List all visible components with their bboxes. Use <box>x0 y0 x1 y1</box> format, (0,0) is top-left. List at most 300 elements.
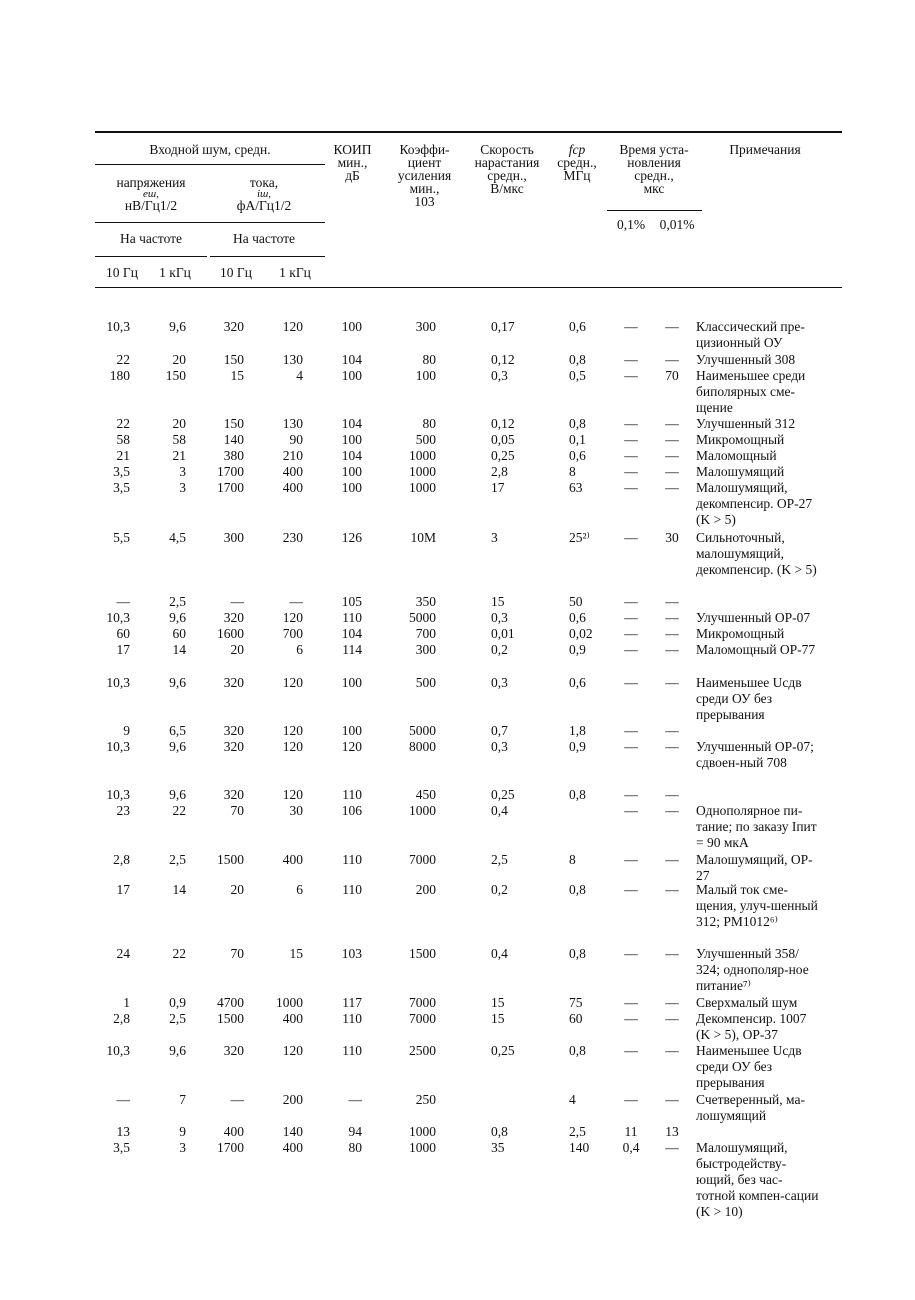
gain-line-3: усиления <box>397 168 452 183</box>
table-cell: 5000 <box>409 610 436 625</box>
table-cell: 0,25 <box>491 448 515 463</box>
table-cell: 5000 <box>409 723 436 738</box>
table-cell: 90 <box>289 432 303 447</box>
voltage-label: напряжения <box>116 175 186 190</box>
table-cell: 10,3 <box>106 787 130 802</box>
table-cell: 110 <box>342 852 362 867</box>
table-row <box>0 464 915 480</box>
table-cell: — <box>665 739 679 754</box>
current-label: тока, <box>249 175 279 190</box>
noise-title: Входной шум, средн. <box>149 142 271 157</box>
settle-line-1: Время уста- <box>619 142 689 157</box>
cmrr-line-1: КОИП <box>333 142 372 157</box>
table-row <box>0 803 915 850</box>
table-cell: 0,12 <box>491 352 515 367</box>
table-cell: 150 <box>165 368 186 383</box>
table-cell: 6,5 <box>169 723 186 738</box>
table-cell: — <box>624 626 638 641</box>
table-cell: — <box>624 416 638 431</box>
table-cell: 30 <box>665 530 679 545</box>
table-row <box>0 1140 915 1219</box>
table-cell: 0,2 <box>491 642 508 657</box>
table-cell: 9 <box>123 723 130 738</box>
header-bottom-rule <box>95 287 842 288</box>
table-cell: 10M <box>410 530 436 545</box>
table-cell: 0,01 <box>491 626 515 641</box>
table-cell: 2,5 <box>169 852 186 867</box>
table-cell: — <box>665 852 679 867</box>
table-cell: 9,6 <box>169 319 186 334</box>
table-cell: 104 <box>341 448 362 463</box>
table-cell: 2,5 <box>491 852 508 867</box>
table-cell: 1500 <box>217 852 244 867</box>
table-cell: 0,6 <box>569 675 586 690</box>
table-cell: 0,25 <box>491 787 515 802</box>
table-cell: 9,6 <box>169 1043 186 1058</box>
table-cell: — <box>665 946 679 961</box>
gain-line-4: мин., <box>409 181 440 196</box>
fcut-header <box>546 143 608 182</box>
row-note: Классический пре-цизионный ОУ <box>696 319 805 350</box>
table-row <box>0 1124 915 1140</box>
table-cell: 106 <box>341 803 362 818</box>
table-cell: 380 <box>223 448 244 463</box>
table-cell: 104 <box>341 626 362 641</box>
row-note: Микромощный <box>696 626 785 641</box>
row-note: Малошумящий, OP-27 <box>696 852 813 883</box>
fcut-line-1: fср <box>568 142 586 157</box>
table-cell: — <box>624 1043 638 1058</box>
table-cell: — <box>624 464 638 479</box>
row-note: Декомпенсир. 1007 (K > 5), OP-37 <box>696 1011 807 1042</box>
table-cell: — <box>624 882 638 897</box>
table-cell: — <box>624 803 638 818</box>
row-note: Улучшенный OP-07; сдвоен-ный 708 <box>696 739 814 770</box>
table-cell: — <box>624 352 638 367</box>
table-cell: 0,8 <box>569 787 586 802</box>
table-row <box>0 1011 915 1042</box>
table-cell: 0,2 <box>491 882 508 897</box>
table-cell: 23 <box>116 803 130 818</box>
table-cell: 1700 <box>217 1140 244 1155</box>
table-cell: 150 <box>223 416 244 431</box>
table-cell: 4 <box>569 1092 576 1107</box>
table-cell: 0,9 <box>569 739 586 754</box>
row-note: Наименьшее Uсдв среди ОУ без прерывания <box>696 1043 802 1090</box>
table-cell: 0,8 <box>569 416 586 431</box>
at-freq-current: На частоте <box>232 231 296 246</box>
table-cell: 120 <box>341 739 362 754</box>
table-row <box>0 448 915 464</box>
table-cell: — <box>230 1092 244 1107</box>
table-cell: 0,8 <box>569 882 586 897</box>
noise-group-rule <box>95 164 325 165</box>
table-cell: 110 <box>342 787 362 802</box>
cmrr-header <box>325 143 380 182</box>
at-freq-voltage: На частоте <box>119 231 183 246</box>
slew-header <box>467 143 547 195</box>
table-row <box>0 352 915 368</box>
table-cell: 120 <box>282 739 303 754</box>
table-cell: 70 <box>665 368 679 383</box>
table-cell: 0,9 <box>169 995 186 1010</box>
table-cell: 2,5 <box>169 1011 186 1026</box>
table-cell: — <box>624 368 638 383</box>
table-cell: 0,8 <box>569 1043 586 1058</box>
table-cell: 30 <box>289 803 303 818</box>
table-cell: 104 <box>341 416 362 431</box>
table-cell: 10,3 <box>106 1043 130 1058</box>
table-cell: — <box>624 594 638 609</box>
table-cell: 300 <box>415 319 436 334</box>
table-row <box>0 1043 915 1090</box>
freq-rule-1 <box>95 256 207 257</box>
table-cell: 110 <box>342 1043 362 1058</box>
table-cell: 11 <box>624 1124 638 1139</box>
table-cell: 8 <box>569 852 576 867</box>
table-cell: 2500 <box>409 1043 436 1058</box>
table-cell: 1000 <box>409 803 436 818</box>
table-cell: 7 <box>179 1092 186 1107</box>
table-cell: — <box>624 432 638 447</box>
table-cell: 2,5 <box>569 1124 586 1139</box>
table-cell: — <box>624 675 638 690</box>
table-row <box>0 1092 915 1123</box>
table-cell: 300 <box>415 642 436 657</box>
table-cell: 0,3 <box>491 610 508 625</box>
table-cell: — <box>665 1011 679 1026</box>
table-cell: 0,3 <box>491 368 508 383</box>
row-note: Улучшенный 312 <box>696 416 796 431</box>
row-note: Микромощный <box>696 432 785 447</box>
slew-line-3: средн., <box>487 168 527 183</box>
table-cell: 0,9 <box>569 642 586 657</box>
table-cell: 104 <box>341 352 362 367</box>
table-cell: 17 <box>491 480 505 495</box>
table-cell: 21 <box>172 448 186 463</box>
fcut-line-3: МГц <box>563 168 591 183</box>
table-cell: 2,8 <box>113 852 130 867</box>
table-cell: 1000 <box>409 464 436 479</box>
table-cell: 3,5 <box>113 464 130 479</box>
table-cell: 0,6 <box>569 610 586 625</box>
table-cell: 140 <box>569 1140 590 1155</box>
table-row <box>0 416 915 432</box>
table-cell: 120 <box>282 319 303 334</box>
table-cell: 0,25 <box>491 1043 515 1058</box>
table-cell: — <box>624 787 638 802</box>
table-cell: 58 <box>172 432 186 447</box>
table-top-rule <box>95 131 842 133</box>
table-cell: 20 <box>230 882 244 897</box>
table-cell: 114 <box>342 642 362 657</box>
table-cell: 13 <box>116 1124 130 1139</box>
table-cell: 100 <box>415 368 436 383</box>
table-cell: 100 <box>341 480 362 495</box>
table-cell: 25²⁾ <box>569 530 590 545</box>
table-cell: — <box>665 416 679 431</box>
table-cell: 100 <box>341 723 362 738</box>
gain-header <box>382 143 467 208</box>
table-cell: 1700 <box>217 464 244 479</box>
table-cell: 0,05 <box>491 432 515 447</box>
settle-line-2: новления <box>627 155 681 170</box>
table-row <box>0 610 915 626</box>
table-row <box>0 594 915 610</box>
table-cell: 400 <box>282 464 303 479</box>
table-cell: 230 <box>282 530 303 545</box>
table-cell: — <box>665 594 679 609</box>
notes-header: Примечания <box>729 142 801 157</box>
table-cell: 4700 <box>217 995 244 1010</box>
table-cell: 15 <box>491 1011 505 1026</box>
cmrr-line-3: дБ <box>345 168 360 183</box>
table-cell: 6 <box>296 642 303 657</box>
row-note: Наименьшее Uсдв среди ОУ без прерывания <box>696 675 802 722</box>
table-cell: 9,6 <box>169 675 186 690</box>
table-cell: 200 <box>415 882 436 897</box>
table-cell: 3 <box>179 1140 186 1155</box>
table-cell: 1600 <box>217 626 244 641</box>
voltage-unit: нВ/Гц1/2 <box>124 198 178 213</box>
table-cell: — <box>665 1043 679 1058</box>
table-cell: 15 <box>491 594 505 609</box>
table-cell: 6 <box>296 882 303 897</box>
table-cell: 3 <box>179 480 186 495</box>
current-unit: фА/Гц1/2 <box>236 198 292 213</box>
row-note: Малошумящий, быстродейству-ющий, без час-тотной компен-сации (K > 10) <box>696 1140 819 1219</box>
table-row <box>0 626 915 642</box>
table-cell: — <box>665 723 679 738</box>
table-cell: 0,5 <box>569 368 586 383</box>
table-cell: 17 <box>116 882 130 897</box>
table-cell: 8 <box>569 464 576 479</box>
table-cell: 103 <box>341 946 362 961</box>
table-cell: — <box>289 594 303 609</box>
table-cell: 75 <box>569 995 583 1010</box>
table-cell: — <box>624 448 638 463</box>
table-cell: 1000 <box>276 995 303 1010</box>
table-cell: 94 <box>348 1124 362 1139</box>
table-cell: 24 <box>116 946 130 961</box>
table-cell: 5,5 <box>113 530 130 545</box>
table-cell: 3 <box>491 530 498 545</box>
voltage-header <box>95 176 207 212</box>
table-cell: 80 <box>422 416 436 431</box>
table-cell: 20 <box>172 352 186 367</box>
table-cell: 0,12 <box>491 416 515 431</box>
row-note: Малошумящий, декомпенсир. OP-27 (K > 5) <box>696 480 813 527</box>
table-cell: 9,6 <box>169 787 186 802</box>
table-cell: 10,3 <box>106 319 130 334</box>
table-cell: — <box>624 642 638 657</box>
settle-p1: 0,1% <box>616 217 646 232</box>
table-row <box>0 530 915 577</box>
table-cell: 0,17 <box>491 319 515 334</box>
table-cell: 140 <box>282 1124 303 1139</box>
table-cell: 120 <box>282 610 303 625</box>
table-cell: 14 <box>172 882 186 897</box>
table-cell: 100 <box>341 464 362 479</box>
table-cell: 400 <box>282 480 303 495</box>
table-cell: 350 <box>415 594 436 609</box>
table-cell: 15 <box>289 946 303 961</box>
table-cell: — <box>665 480 679 495</box>
table-row <box>0 675 915 722</box>
table-row <box>0 852 915 883</box>
table-cell: 500 <box>415 432 436 447</box>
table-cell: — <box>665 464 679 479</box>
table-cell: — <box>665 675 679 690</box>
table-cell: — <box>624 530 638 545</box>
table-cell: 120 <box>282 723 303 738</box>
freq-10hz-i: 10 Гц <box>220 265 252 280</box>
table-cell: 0,02 <box>569 626 593 641</box>
freq-rule-2 <box>210 256 325 257</box>
table-row <box>0 946 915 993</box>
table-cell: 210 <box>282 448 303 463</box>
table-cell: — <box>665 1140 679 1155</box>
table-cell: 7000 <box>409 1011 436 1026</box>
table-cell: 320 <box>223 723 244 738</box>
table-cell: 0,3 <box>491 675 508 690</box>
table-cell: — <box>665 626 679 641</box>
settle-header <box>605 143 703 195</box>
table-cell: 0,6 <box>569 448 586 463</box>
table-cell: — <box>624 723 638 738</box>
row-note: Сильноточный, малошумящий, декомпенсир. (K > 5) <box>696 530 817 577</box>
table-cell: 2,5 <box>169 594 186 609</box>
table-cell: 60 <box>116 626 130 641</box>
table-cell: 1000 <box>409 1124 436 1139</box>
table-cell: — <box>116 1092 130 1107</box>
table-cell: 400 <box>282 1140 303 1155</box>
table-cell: — <box>624 995 638 1010</box>
table-cell: 120 <box>282 1043 303 1058</box>
row-note: Малый ток сме-щения, улуч-шенный 312; PM1012⁶⁾ <box>696 882 818 929</box>
table-cell: 10,3 <box>106 610 130 625</box>
table-cell: 120 <box>282 675 303 690</box>
table-cell: 80 <box>348 1140 362 1155</box>
table-cell: — <box>624 946 638 961</box>
table-cell: 150 <box>223 352 244 367</box>
row-note: Наименьшее среди биполярных сме-щение <box>696 368 806 415</box>
table-cell: — <box>665 432 679 447</box>
table-cell: 0,1 <box>569 432 586 447</box>
table-cell: 450 <box>415 787 436 802</box>
table-cell: 70 <box>230 946 244 961</box>
table-row <box>0 368 915 415</box>
row-note: Малошумящий <box>696 464 785 479</box>
table-cell: 110 <box>342 610 362 625</box>
table-cell: 3,5 <box>113 1140 130 1155</box>
table-cell: 8000 <box>409 739 436 754</box>
table-cell: 0,4 <box>491 946 508 961</box>
table-cell: 63 <box>569 480 583 495</box>
table-cell: 117 <box>342 995 362 1010</box>
table-cell: — <box>624 852 638 867</box>
table-cell: 10,3 <box>106 675 130 690</box>
table-cell: — <box>624 1092 638 1107</box>
row-note: Улучшенный 358/ 324; однополяр-ное питание⁷⁾ <box>696 946 809 993</box>
table-cell: 2,8 <box>113 1011 130 1026</box>
table-cell: 0,4 <box>491 803 508 818</box>
table-cell: — <box>624 319 638 334</box>
table-cell: 3,5 <box>113 480 130 495</box>
table-cell: 3 <box>179 464 186 479</box>
table-cell: 4,5 <box>169 530 186 545</box>
table-cell: 1,8 <box>569 723 586 738</box>
table-cell: 0,8 <box>569 946 586 961</box>
table-cell: 320 <box>223 1043 244 1058</box>
table-cell: — <box>665 803 679 818</box>
gain-line-2: циент <box>407 155 442 170</box>
table-cell: — <box>665 642 679 657</box>
table-cell: 320 <box>223 319 244 334</box>
table-row <box>0 723 915 739</box>
table-cell: — <box>665 995 679 1010</box>
table-cell: 140 <box>223 432 244 447</box>
table-cell: 1700 <box>217 480 244 495</box>
table-cell: 0,3 <box>491 739 508 754</box>
noise-unit-rule <box>95 222 325 223</box>
settle-line-3: средн., <box>634 168 674 183</box>
row-note: Однополярное пи-тание; по заказу Iпит = 90 мкА <box>696 803 817 850</box>
table-cell: 7000 <box>409 852 436 867</box>
table-cell: 400 <box>282 1011 303 1026</box>
table-cell: 10,3 <box>106 739 130 754</box>
table-cell: 22 <box>116 416 130 431</box>
table-cell: 400 <box>223 1124 244 1139</box>
table-cell: 22 <box>172 946 186 961</box>
table-cell: 200 <box>282 1092 303 1107</box>
row-note: Сверхмалый шум <box>696 995 798 1010</box>
table-cell: 0,8 <box>491 1124 508 1139</box>
voltage-symbol: eш, <box>143 188 159 200</box>
table-cell: — <box>624 610 638 625</box>
table-cell: — <box>624 1011 638 1026</box>
table-cell: 1000 <box>409 480 436 495</box>
table-cell: — <box>665 352 679 367</box>
fcut-line-2: средн., <box>557 155 597 170</box>
row-note: Счетверенный, ма-лошумящий <box>696 1092 805 1123</box>
settle-p2: 0,01% <box>659 217 695 232</box>
row-note: Маломощный OP-77 <box>696 642 816 657</box>
current-symbol: iш, <box>256 188 272 200</box>
table-row <box>0 319 915 350</box>
row-note: Маломощный <box>696 448 777 463</box>
table-row <box>0 432 915 448</box>
table-cell: 1000 <box>409 1140 436 1155</box>
gain-line-1: Коэффи- <box>399 142 450 157</box>
table-cell: 58 <box>116 432 130 447</box>
table-cell: 1000 <box>409 448 436 463</box>
table-cell: 400 <box>282 852 303 867</box>
table-cell: — <box>665 319 679 334</box>
table-cell: 14 <box>172 642 186 657</box>
table-row <box>0 995 915 1011</box>
table-cell: 0,8 <box>569 352 586 367</box>
table-cell: 9,6 <box>169 610 186 625</box>
table-row <box>0 787 915 803</box>
gain-line-5: 103 <box>414 194 435 209</box>
table-cell: — <box>665 1092 679 1107</box>
table-cell: — <box>230 594 244 609</box>
table-cell: 320 <box>223 787 244 802</box>
freq-1khz-v: 1 кГц <box>159 265 191 280</box>
table-cell: 320 <box>223 675 244 690</box>
settle-line-4: мкс <box>643 181 665 196</box>
